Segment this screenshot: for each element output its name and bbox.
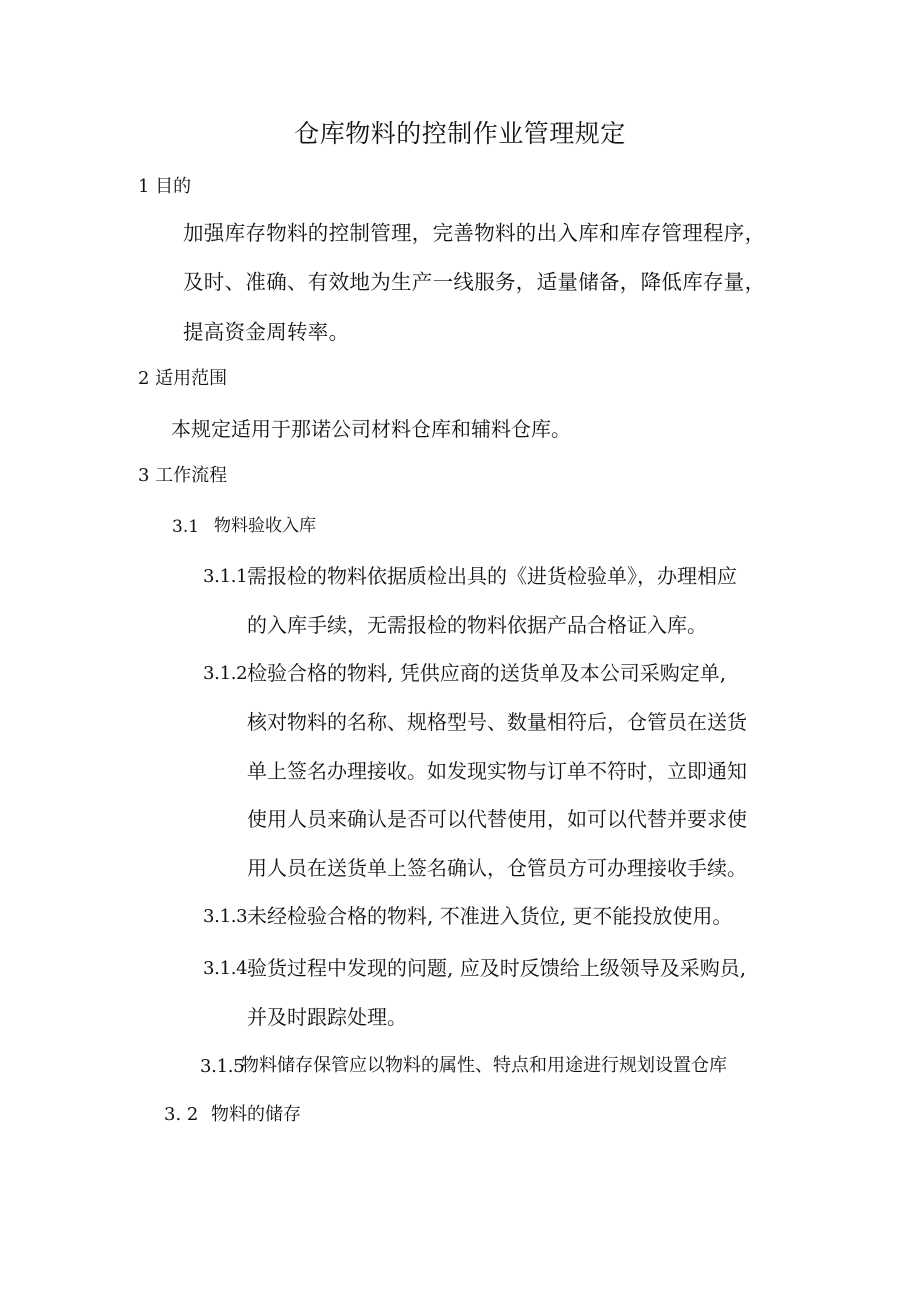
item-line: 单上签名办理接收。如发现实物与订单不符时，立即通知	[247, 759, 747, 783]
item-line: 核对物料的名称、规格型号、数量相符后，仓管员在送货	[247, 710, 747, 734]
item-line: 使用人员来确认是否可以代替使用，如可以代替并要求使	[247, 807, 747, 831]
item-line: 验货过程中发现的问题, 应及时反馈给上级领导及采购员,	[247, 956, 747, 980]
item-line: 并及时跟踪处理。	[247, 1005, 407, 1029]
subsection-number: 3.1	[172, 517, 200, 537]
subsection-heading: 物料的储存	[211, 1104, 301, 1125]
section-heading: 1 目的	[138, 176, 192, 197]
item-number: 3.1.4	[203, 958, 248, 979]
item-number: 3.1.3	[203, 906, 248, 927]
paragraph-line: 提高资金周转率。	[183, 320, 350, 344]
subsection-heading: 物料验收入库	[214, 516, 316, 536]
item-line: 需报检的物料依据质检出具的《进货检验单》，办理相应	[247, 564, 737, 588]
section-heading: 3 工作流程	[138, 465, 228, 486]
item-line: 检验合格的物料, 凭供应商的送货单及本公司采购定单,	[247, 661, 727, 685]
item-line: 未经检验合格的物料, 不准进入货位, 更不能投放使用。	[247, 904, 733, 928]
document-title: 仓库物料的控制作业管理规定	[294, 119, 626, 148]
section-heading: 2 适用范围	[138, 368, 228, 389]
paragraph-line: 及时、准确、有效地为生产一线服务，适量储备，降低库存量，	[183, 270, 766, 294]
subsection-number: 3. 2	[164, 1104, 199, 1125]
paragraph-line: 本规定适用于那诺公司材料仓库和辅料仓库。	[171, 417, 571, 441]
item-line: 用人员在送货单上签名确认，仓管员方可办理接收手续。	[247, 856, 747, 880]
item-number: 3.1.1	[203, 566, 248, 587]
item-number: 3.1.2	[203, 663, 248, 684]
item-number: 3.1.5	[200, 1056, 245, 1077]
item-line: 的入库手续，无需报检的物料依据产品合格证入库。	[247, 613, 707, 637]
paragraph-line: 加强库存物料的控制管理，完善物料的出入库和库存管理程序，	[183, 221, 766, 245]
item-line: 物料储存保管应以物料的属性、特点和用途进行规划设置仓库	[241, 1055, 727, 1076]
